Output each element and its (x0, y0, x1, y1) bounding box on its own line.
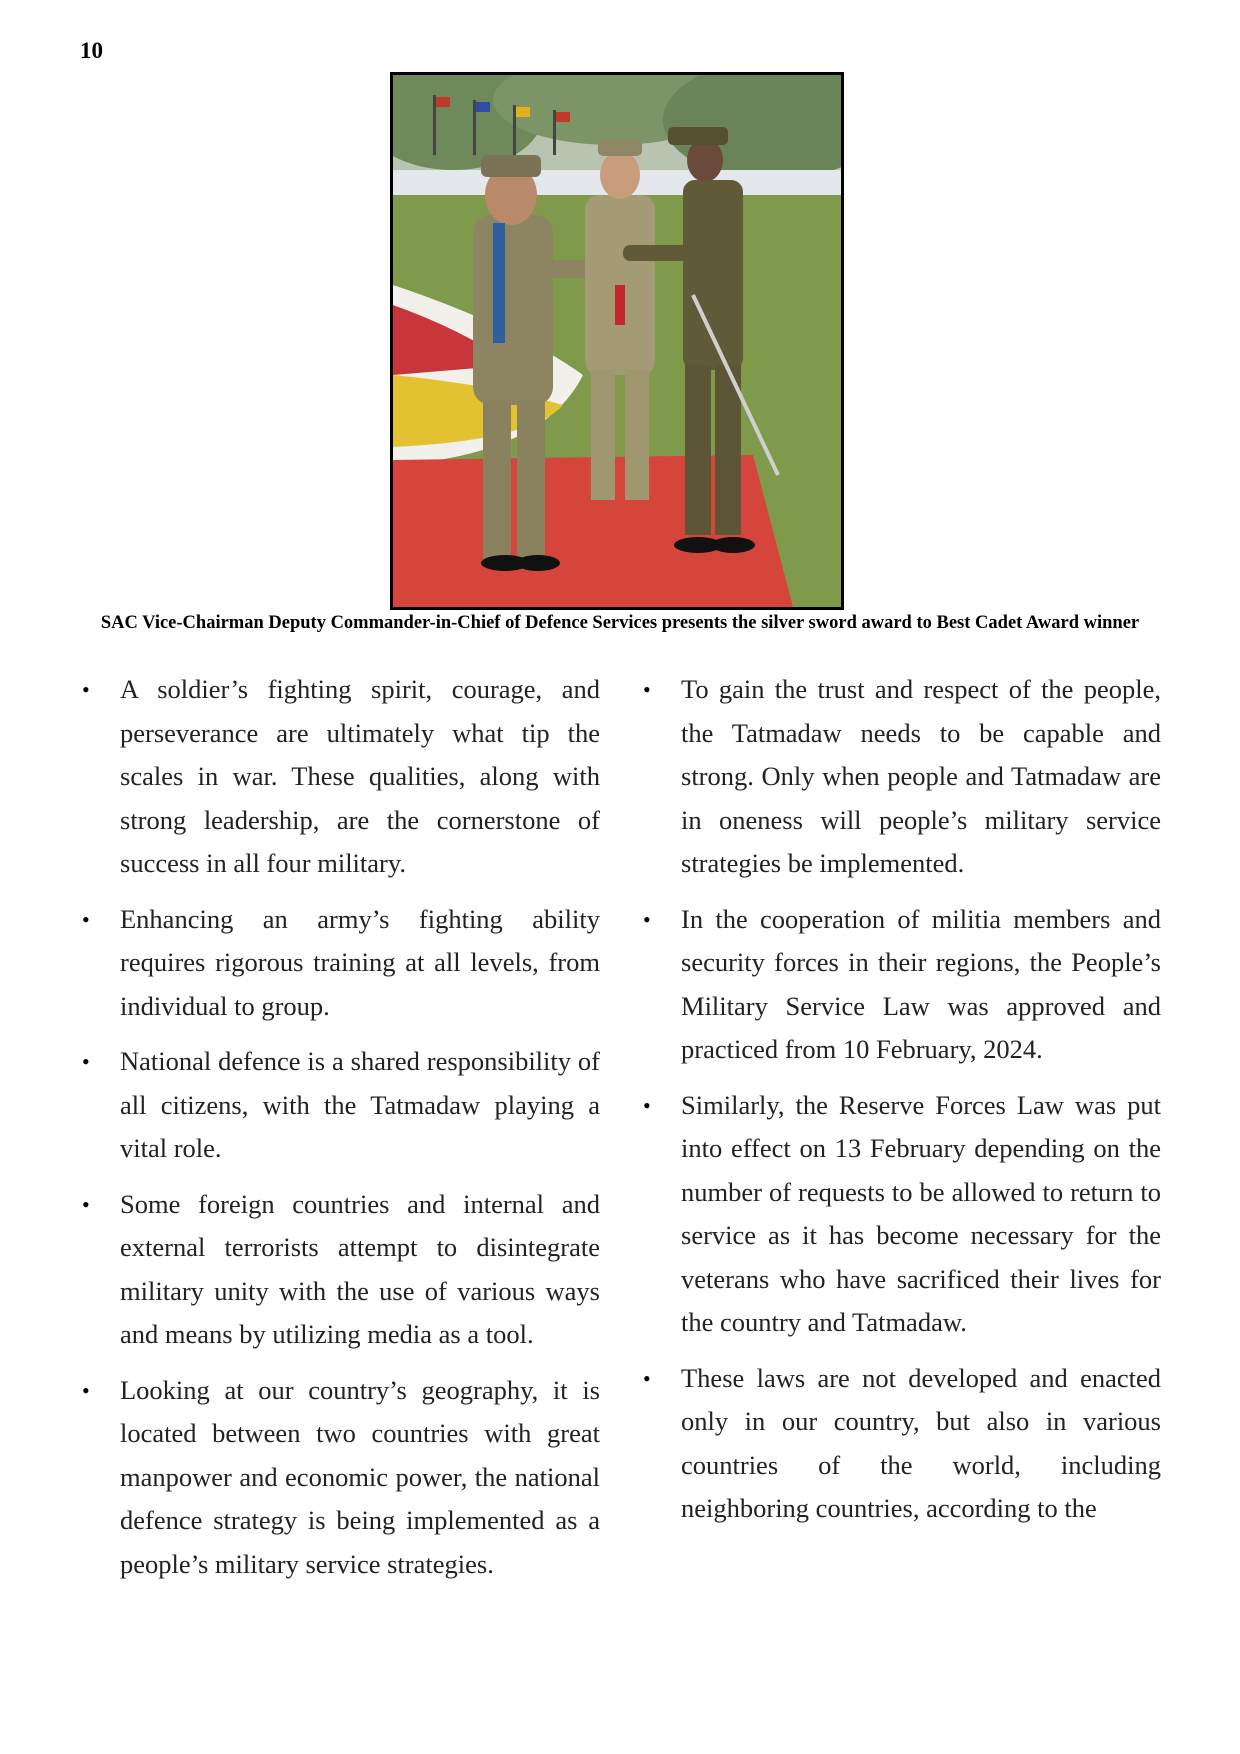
bullet-icon: • (82, 1049, 90, 1074)
page-number: 10 (80, 38, 103, 63)
bullet-icon: • (643, 1365, 651, 1391)
bullet-icon: • (82, 1191, 90, 1217)
photo-caption: SAC Vice-Chairman Deputy Commander-in-Chief of Defence Services presents the silver sword award to Best Cadet Award winner (100, 613, 1140, 633)
bullet-icon: • (643, 677, 651, 702)
list-item (641, 668, 1161, 886)
list-item (641, 1357, 1161, 1531)
bullet-icon: • (643, 1092, 651, 1118)
list-item (80, 898, 600, 1029)
list-item-text: These laws are not developed and enacted only in our country, but also in various countries of the world, including neighboring countries, according to the (681, 1362, 1161, 1523)
list-item (641, 1084, 1161, 1345)
list-item-text: National defence is a shared responsibility of all citizens, with the Tatmadaw playing a vital role. (120, 1046, 600, 1163)
list-item-text: Looking at our country’s geography, it is located between two countries with great manpower and economic power, the national defence strategy is being implemented as a people’s military service strategies. (120, 1374, 600, 1579)
bullet-icon: • (82, 906, 90, 932)
bullet-icon: • (643, 906, 651, 932)
list-item (80, 1183, 600, 1357)
bullet-icon: • (82, 1377, 90, 1403)
list-item-text: To gain the trust and respect of the people, the Tatmadaw needs to be capable and strong. Only when people and Tatmadaw are in oneness will people’s military service strategies be implemented. (681, 674, 1161, 878)
ceremony-photo (390, 72, 844, 610)
list-item-text: Similarly, the Reserve Forces Law was put into effect on 13 February depending on the number of requests to be allowed to return to service as it has become necessary for the veterans who have sacrificed their lives for the country and Tatmadaw. (681, 1089, 1161, 1337)
left-column-list (80, 668, 600, 1598)
list-item-text: Some foreign countries and internal and external terrorists attempt to disintegrate military unity with the use of various ways and means by utilizing media as a tool. (120, 1188, 600, 1349)
list-item (80, 1040, 600, 1171)
list-item-text: In the cooperation of militia members and security forces in their regions, the People’s Military Service Law was approved and practiced from 10 February, 2024. (681, 903, 1161, 1064)
ceremony-photo-illustration (393, 75, 841, 607)
list-item-text: A soldier’s fighting spirit, courage, and perseverance are ultimately what tip the scales in war. These qualities, along with strong leadership, are the cornerstone of success in all four military. (120, 674, 600, 878)
right-column-list (641, 668, 1161, 1543)
list-item (641, 898, 1161, 1072)
list-item (80, 1369, 600, 1587)
bullet-icon: • (82, 677, 90, 702)
list-item (80, 668, 600, 886)
list-item-text: Enhancing an army’s fighting ability requires rigorous training at all levels, from individual to group. (120, 903, 600, 1021)
